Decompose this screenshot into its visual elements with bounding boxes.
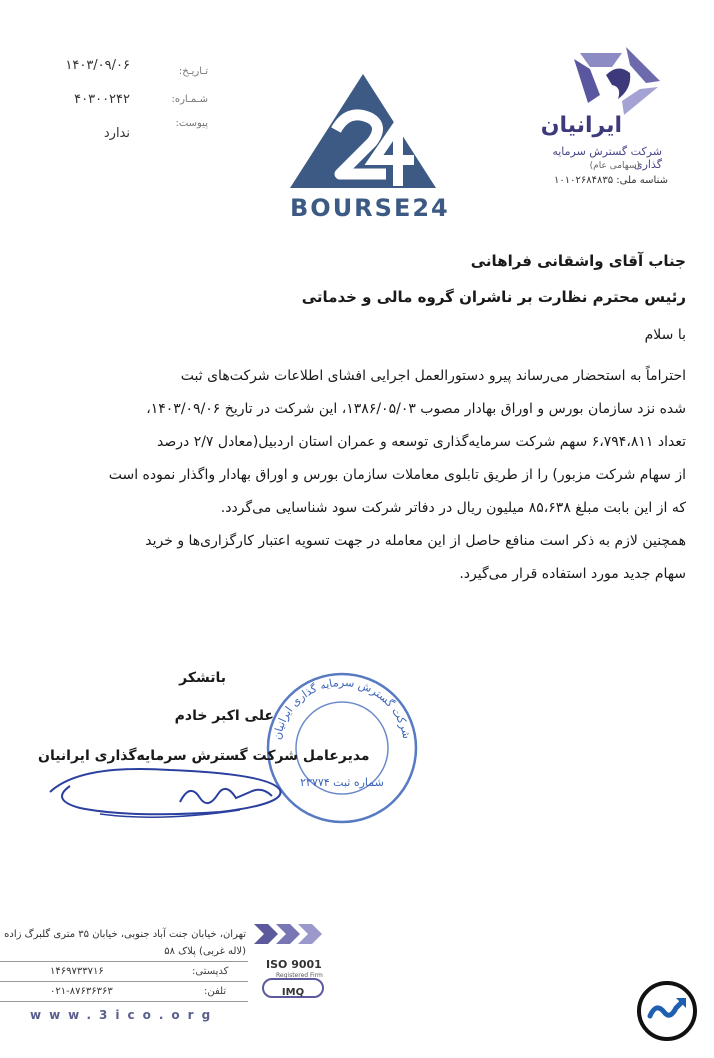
iso-badge [258,958,332,1002]
number-label: شـمـاره: [171,94,208,105]
iso-subtitle: Registered Firm [276,972,323,979]
footer-divider [0,981,248,982]
stamp-ring-path: شرکت گسترش سرمایه گذاری ایرانیان [270,675,414,741]
greeting: با سلام [644,327,686,343]
footer-divider [0,961,248,962]
letter-body [46,360,686,591]
bourse24-text: BOURSE24 [290,194,450,222]
body-line: از سهام شرکت مزبور) را از طریق تابلوی معاملات سازمان بورس و اوراق بهادار واگذار نموده است [108,467,686,483]
date-label: تـاریـخ: [178,66,208,77]
body-line: احتراماً به استحضار می‌رساند پیرو دستورالعمل اجرایی افشای اطلاعات شرکت‌های ثبت [180,368,686,384]
addressee-title: رئیس محترم نظارت بر ناشران گروه مالی و خدماتی [301,288,686,306]
footer-chevrons-icon [250,922,326,946]
company-national-id: شناسه ملی: ۱۰۱۰۲۶۸۴۸۳۵ [553,175,668,186]
body-line: سهام جدید مورد استفاده قرار می‌گیرد. [459,566,686,582]
company-name: ایرانیان [540,113,622,138]
stamp-ring-text [271,676,414,741]
bourse24-triangle-icon [288,70,438,190]
stamp-registration: شماره ثبت ۲۳۷۷۴ [300,776,384,789]
addressee-name: جناب آقای واشقانی فراهانی [470,252,686,270]
postal-value: ۱۴۶۹۷۳۳۷۱۶ [50,966,104,977]
signer-title: مدیرعامل شرکت گسترش سرمایه‌گذاری ایرانیان [38,748,370,764]
company-type: (سهامی عام) [589,161,640,171]
footer-address-line1: تهران، خیابان جنت آباد جنوبی، خیابان ۳۵ متری گلبرگ زاده [4,929,246,940]
body-line: تعداد ۶،۷۹۴،۸۱۱ سهم شرکت سرمایه‌گذاری توسعه و عمران استان اردبیل(معادل ۲/۷ درصد [157,434,686,450]
attachment-label: پیوست: [175,118,208,129]
company-subtitle: شرکت گسترش سرمایه گذاری [552,145,662,171]
company-logo [530,45,670,190]
closing: باتشکر [179,670,226,686]
phone-value: ۰۲۱-۸۷۶۳۶۳۶۳ [50,986,113,997]
attachment-value: ندارد [103,126,130,141]
number-value: ۴۰۳۰۰۲۴۲ [74,92,130,107]
body-line: که از این بابت مبلغ ۸۵،۶۳۸ میلیون ریال در دفاتر شرکت سود شناسایی می‌گردد. [220,500,686,516]
company-arrows-icon [570,45,666,117]
footer-divider [0,1001,248,1002]
imq-logo [262,978,324,998]
phone-label: تلفن: [204,986,227,997]
body-line: همچنین لازم به ذکر است منافع حاصل از این معامله در جهت تسویه اعتبار کارگزاری‌ها و خرید [145,533,686,549]
signer-name: علی اکبر خادم [174,708,274,724]
website-link[interactable]: www.3ico.org [30,1008,219,1022]
imq-text: IMQ [281,987,305,998]
date-value: ۱۴۰۳/۰۹/۰۶ [65,58,130,73]
bourse24-logo [288,70,450,225]
iso-title: ISO 9001 [266,958,322,971]
bourse24-round-icon [636,980,698,1042]
footer-address-line2: (لاله غربی) پلاک ۵۸ [164,946,246,957]
handwritten-signature [40,752,340,832]
postal-label: کدپستی: [192,966,229,977]
body-line: شده نزد سازمان بورس و اوراق بهادار مصوب ۱۳۸۶/۰۵/۰۳، این شرکت در تاریخ ۱۴۰۳/۰۹/۰۶، [146,401,686,417]
